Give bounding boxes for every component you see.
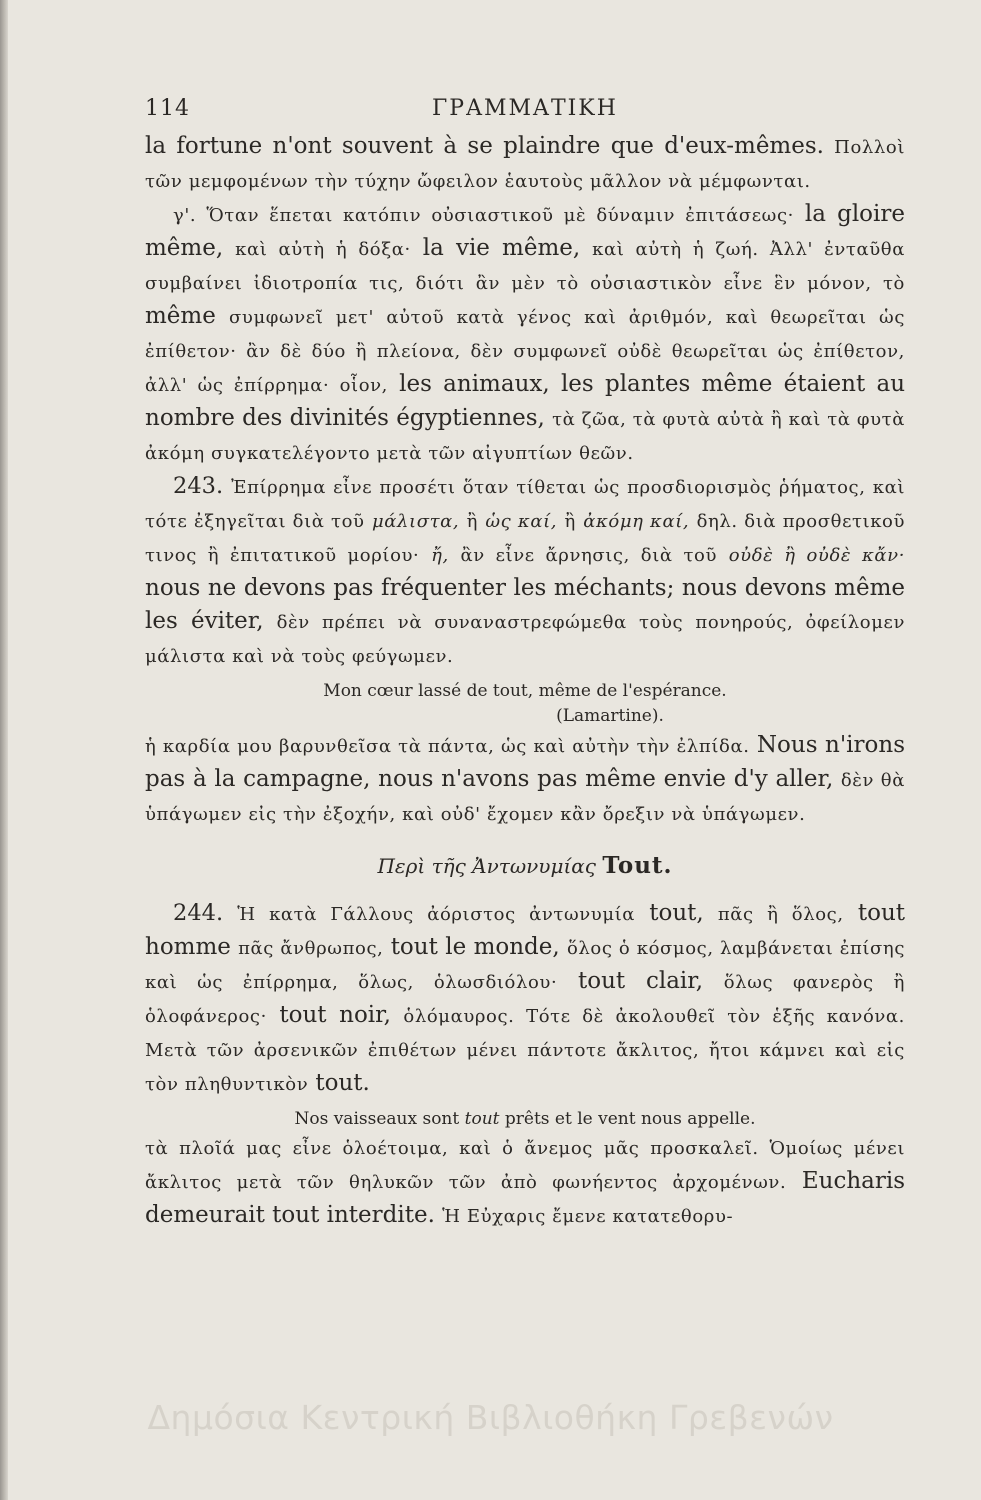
greek-italic: ἀκόμη καί, xyxy=(583,511,690,532)
greek-text: δὲν πρέπει νὰ συναναστρεφώμεθα τοὺς πονηρούς, ὀφείλομεν μάλιστα καὶ νὰ τοὺς φεύγωμεν. xyxy=(145,612,905,667)
section-heading-greek: Περὶ τῆς Ἀντωνυμίας xyxy=(377,854,597,878)
greek-italic: ἤ, xyxy=(431,545,449,566)
paragraph xyxy=(145,130,905,198)
section-heading xyxy=(145,849,905,883)
french-text: tout homme xyxy=(145,900,906,960)
paragraph xyxy=(145,897,905,1101)
french-text: Nous n'irons pas à la campagne, nous n'avons pas même envie d'y aller, xyxy=(145,732,905,792)
page-header xyxy=(145,92,905,126)
library-watermark: Δημόσια Κεντρική Βιβλιοθήκη Γρεβενών xyxy=(147,1398,834,1437)
greek-text: ἂν εἶνε ἄρνησις, διὰ τοῦ xyxy=(460,545,718,566)
french-text: tout clair, xyxy=(577,968,704,994)
french-text: la fortune n'ont souvent à se plaindre que d'eux-mêmes. xyxy=(145,133,824,159)
french-text: nous ne devons pas fréquenter les méchants; nous devons même les éviter, xyxy=(145,575,905,634)
section-heading-french: Tout. xyxy=(602,852,673,879)
quote-author: (Lamartine). xyxy=(556,706,664,726)
page-number: 114 xyxy=(145,96,190,121)
greek-text: πᾶς ἢ ὅλος, xyxy=(717,904,844,925)
french-text: tout, xyxy=(649,900,704,926)
french-text: tout noir, xyxy=(279,1002,391,1028)
greek-italic: οὐδὲ ἢ οὐδὲ κἄν· xyxy=(728,545,906,566)
book-page xyxy=(145,92,905,1233)
greek-text: πᾶς ἄνθρωπος, xyxy=(238,938,384,959)
paragraph xyxy=(145,729,905,831)
french-text: la gloire même, xyxy=(145,201,905,261)
greek-text: ἢ xyxy=(466,511,479,532)
greek-text: τὰ ζῶα, τὰ φυτὰ αὐτὰ ἢ καὶ τὰ φυτὰ ἀκόμη συγκατελέγοντο μετὰ τῶν αἰγυπτίων θεῶν. xyxy=(145,409,905,464)
greek-text: συμφωνεῖ μετ' αὐτοῦ κατὰ γένος καὶ ἀριθμόν, καὶ θεωρεῖται ὡς ἐπίθετον· ἂν δὲ δύο ἢ πλείονα, δὲν συμφωνεῖ οὐδὲ θεωρεῖται ὡς ἐπίθετον, ἀλλ' ὡς ἐπίρρημα· οἷον, xyxy=(145,307,906,396)
greek-text: ὅλος ὁ κόσμος, λαμβάνεται ἐπίσης καὶ ὡς ἐπίρρημα, ὅλως, ὁλωσδιόλου· xyxy=(145,938,905,993)
greek-italic: ὡς καί, xyxy=(485,511,558,532)
greek-text: δὲν θὰ ὑπάγωμεν εἰς τὴν ἐξοχήν, καὶ οὐδ' ἔχομεν κἂν ὄρεξιν νὰ ὑπάγωμεν. xyxy=(145,770,905,825)
greek-text: Ἐπίρρημα εἶνε προσέτι ὅταν τίθεται ὡς προσδιορισμὸς ῥήματος, καὶ τότε ἐξηγεῖται διὰ τοῦ xyxy=(145,477,905,532)
french-text: tout le monde, xyxy=(390,934,560,960)
french-text: Eucharis demeurait tout interdite. xyxy=(145,1168,906,1228)
greek-italic: μάλιστα, xyxy=(371,511,460,532)
paragraph xyxy=(145,1131,905,1233)
greek-text: ἢ xyxy=(564,511,576,532)
quote-line: Mon cœur lassé de tout, même de l'espérance. xyxy=(323,681,727,701)
french-text: même xyxy=(145,303,216,329)
section-number: 244. xyxy=(173,900,224,926)
page-edge xyxy=(0,0,8,1500)
running-title: ΓΡΑΜΜΑΤΙΚΗ xyxy=(432,96,618,121)
greek-text: ὁλόμαυρος. Τότε δὲ ἀκολουθεῖ τὸν ἑξῆς κανόνα. Μετὰ τῶν ἀρσενικῶν ἐπιθέτων μένει πάντοτε ἄκλιτος, ἤτοι κάμνει καὶ εἰς τὸν πληθυντικὸν xyxy=(145,1006,906,1095)
quote-line: Nos vaisseaux sont tout prêts et le vent nous appelle. xyxy=(294,1109,756,1129)
french-text: les animaux, les plantes même étaient au nombre des divinités égyptiennes, xyxy=(145,371,906,431)
greek-text: καὶ αὐτὴ ἡ δόξα· xyxy=(235,239,411,260)
french-text: tout. xyxy=(315,1070,370,1096)
section-number: 243. xyxy=(173,473,224,499)
greek-text: καὶ αὐτὴ ἡ ζωή. Ἀλλ' ἐνταῦθα συμβαίνει ἰδιοτροπία τις, διότι ἂν μὲν τὸ οὐσιαστικὸν εἶνε ἓν μόνον, τὸ xyxy=(145,239,905,294)
greek-text: ἡ καρδία μου βαρυνθεῖσα τὰ πάντα, ὡς καὶ αὐτὴν τὴν ἐλπίδα. xyxy=(145,736,750,757)
paragraph xyxy=(145,470,905,673)
greek-text: δηλ. διὰ προσθετικοῦ τινος ἢ ἐπιτατικοῦ μορίου· xyxy=(145,511,906,566)
greek-text: γ'. Ὅταν ἕπεται κατόπιν οὐσιαστικοῦ μὲ δύναμιν ἐπιτάσεως· xyxy=(173,205,794,226)
greek-text: Ἡ κατὰ Γάλλους ἀόριστος ἀντωνυμία xyxy=(237,904,636,925)
french-text: la vie même, xyxy=(422,235,581,261)
paragraph xyxy=(145,198,905,470)
greek-text: ὅλως φανερὸς ἢ ὁλοφάνερος· xyxy=(145,972,905,1027)
greek-text: Πολλοὶ τῶν μεμφομένων τὴν τύχην ὤφειλον ἑαυτοὺς μᾶλλον νὰ μέμφωνται. xyxy=(145,137,905,192)
greek-text: τὰ πλοῖά μας εἶνε ὁλοέτοιμα, καὶ ὁ ἄνεμος μᾶς προσκαλεῖ. Ὁμοίως μένει ἄκλιτος μετὰ τῶν θηλυκῶν τῶν ἀπὸ φωνήεντος ἀρχομένων. xyxy=(145,1138,905,1193)
greek-text: Ἡ Εὐχαρις ἔμενε κατατεθορυ- xyxy=(442,1206,734,1227)
